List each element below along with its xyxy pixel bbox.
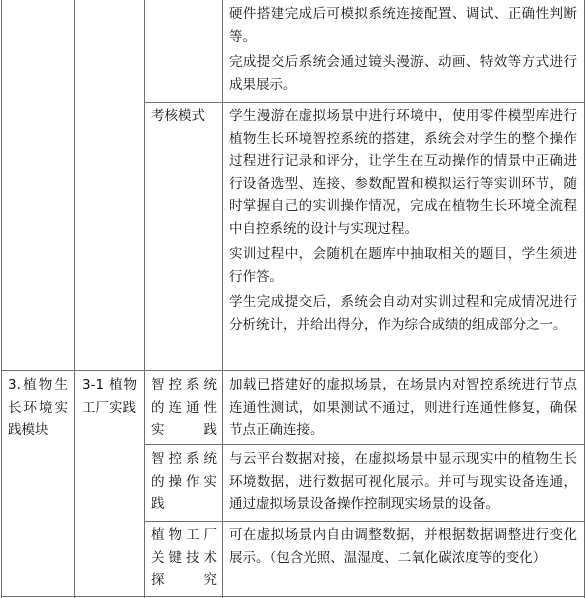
operation-content-cell — [229, 448, 577, 516]
subitem-label: 植物工厂关键技术探究 — [151, 527, 217, 588]
row-divider-research — [144, 521, 585, 522]
content-paragraph: 学生完成提交后，系统会自动对实训过程和完成情况进行分析统计，并给出得分，作为综合成绩的组成部分之一。 — [229, 294, 577, 333]
continuation-content-cell — [229, 3, 577, 99]
content-paragraph: 加载已搭建好的虚拟场景，在场景内对智控系统进行节点连通性测试，如果测试不通过，则进行连通性修复，确保节点正确连接。 — [229, 377, 577, 438]
operation-subitem-cell — [151, 448, 217, 516]
content-paragraph: 与云平台数据对接，在虚拟场景中显示现实中的植物生长环境数据，进行数据可视化展示。并可与现实设备连通，通过虚拟场景设备操作控制现实场景的设备。 — [229, 451, 577, 512]
row-divider-assessment — [144, 102, 585, 103]
connectivity-subitem-cell — [151, 374, 217, 442]
table-border-bottom — [1, 596, 585, 597]
column-divider-1 — [74, 0, 75, 598]
content-paragraph: 可在虚拟场景内自由调整数据，并根据数据调整进行变化展示。（包含光照、温湿度、二氧化碳浓度等的变化） — [229, 527, 577, 566]
content-paragraph: 学生漫游在虚拟场景中进行环境中，使用零件模型库进行植物生长环境智控系统的搭建，系统会对学生的整个操作过程进行记录和评分，让学生在互动操作的情景中正确进行设备选型、连接、参数配置和模拟运行等实训环节，随时掌握自己的实训操作情况，完成在植物生长环境全流程中自控系统的设计与实现过程。 — [229, 108, 577, 237]
column-divider-2 — [144, 0, 145, 598]
row-divider-operation — [144, 444, 585, 445]
subitem-label: 智控系统的操作实践 — [151, 451, 217, 512]
module-name: 3.植物生长环境实践模块 — [8, 377, 68, 438]
table-border-left — [1, 0, 2, 598]
assessment-content-cell — [229, 105, 577, 339]
subitem-label: 考核模式 — [151, 108, 205, 124]
research-subitem-cell — [151, 524, 217, 592]
research-content-cell — [229, 524, 577, 569]
table-border-right — [584, 0, 585, 598]
unit-name: 3-1 植物工厂实践 — [82, 377, 137, 416]
connectivity-content-cell — [229, 374, 577, 442]
column-divider-3 — [222, 0, 223, 598]
content-paragraph: 硬件搭建完成后可模拟系统连接配置、调试、正确性判断等。 — [229, 6, 577, 45]
assessment-subitem-cell — [151, 105, 217, 128]
unit-name-cell — [82, 374, 137, 419]
module-name-cell — [8, 374, 68, 442]
content-paragraph: 实训过程中，会随机在题库中抽取相关的题目，学生须进行作答。 — [229, 246, 577, 285]
content-paragraph: 完成提交后系统会通过镜头漫游、动画、特效等方式进行成果展示。 — [229, 54, 577, 93]
row-divider-module3 — [1, 370, 585, 371]
subitem-label: 智控系统的连通性实践 — [151, 377, 217, 438]
